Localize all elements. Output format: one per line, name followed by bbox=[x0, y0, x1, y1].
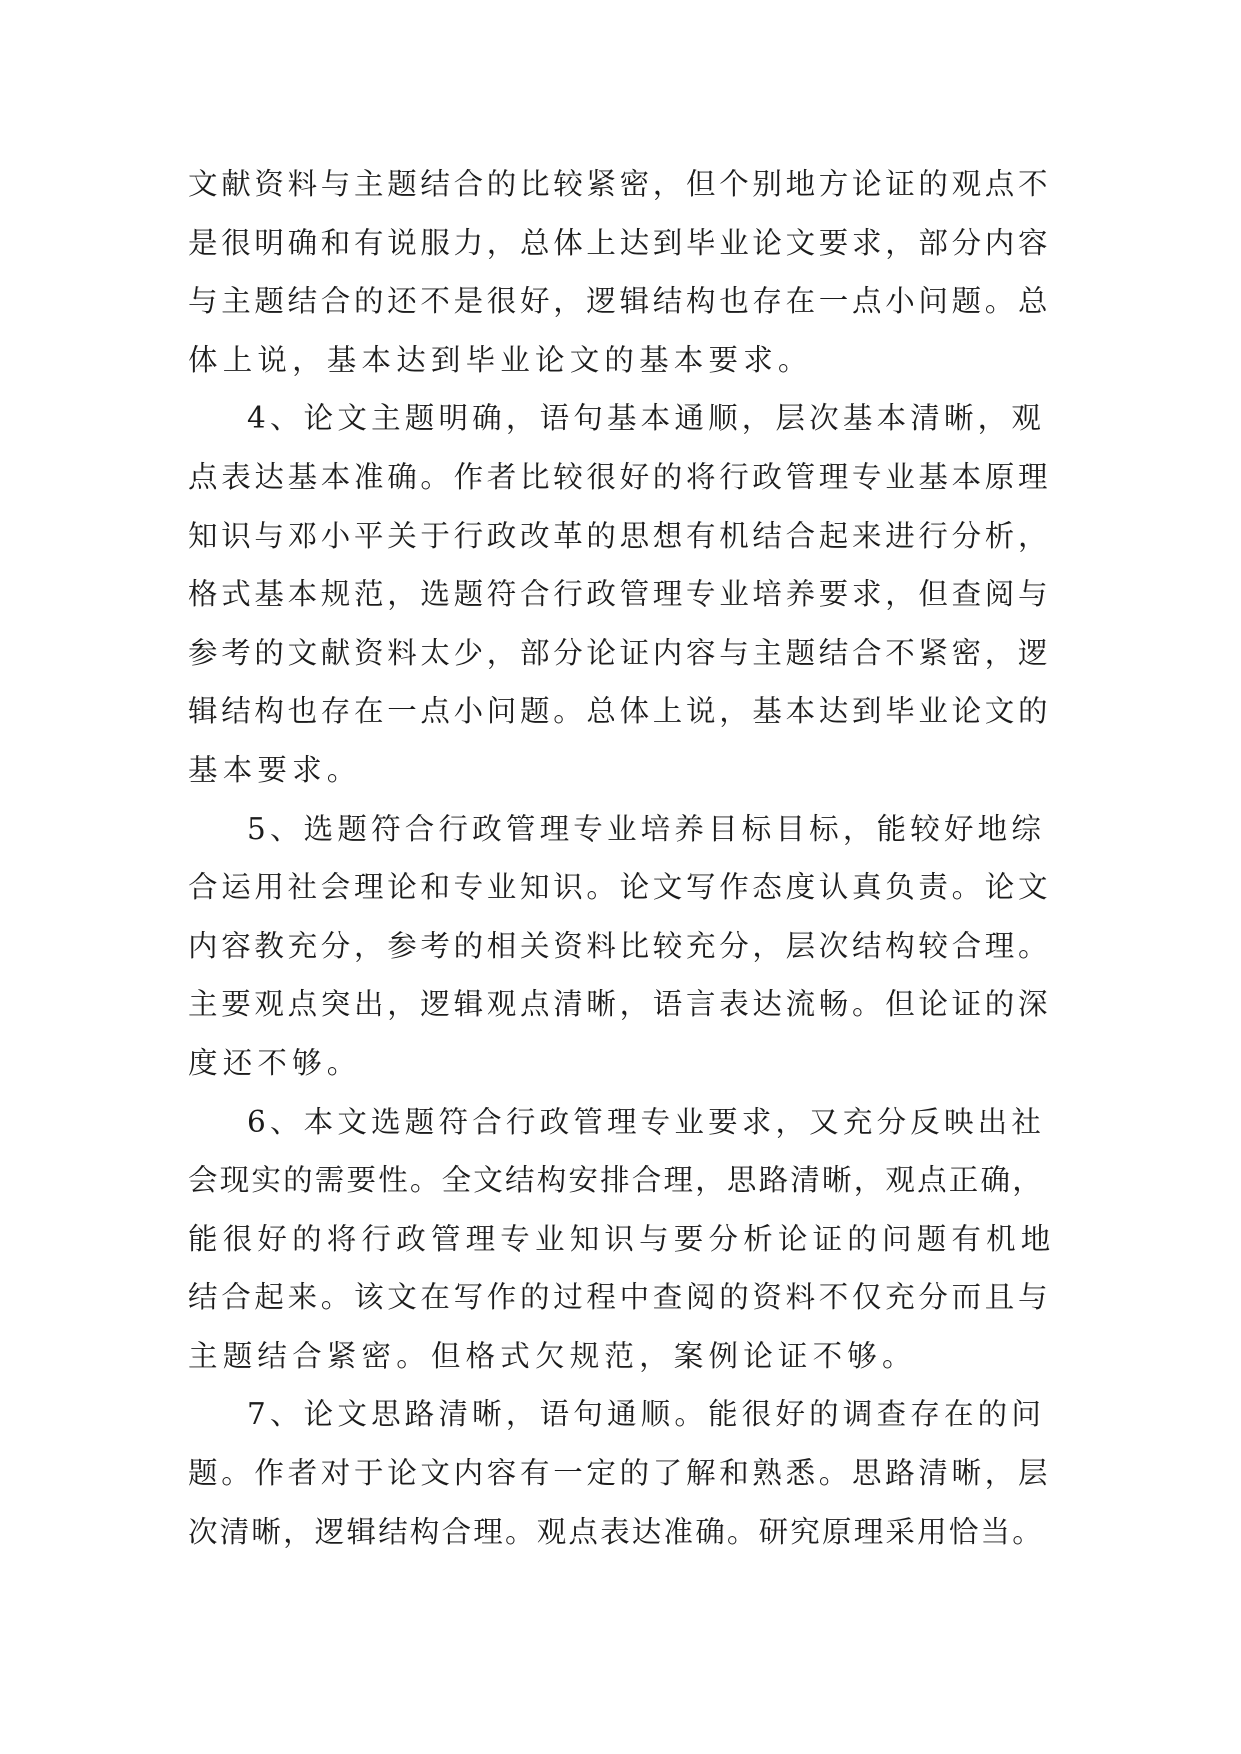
paragraph-first-line: 6、本文选题符合行政管理专业要求，又充分反映出社 bbox=[247, 1104, 1046, 1139]
text-line: 结合起来。该文在写作的过程中查阅的资料不仅充分而且与 bbox=[188, 1280, 1052, 1315]
text-line: 题。作者对于论文内容有一定的了解和熟悉。思路清晰，层 bbox=[188, 1456, 1052, 1491]
paragraph-first-line: 4、论文主题明确，语句基本通顺，层次基本清晰，观 bbox=[247, 401, 1046, 436]
document-body bbox=[188, 155, 1056, 1561]
text-line: 主要观点突出，逻辑观点清晰，语言表达流畅。但论证的深 bbox=[188, 987, 1052, 1022]
text-line: 次清晰，逻辑结构合理。观点表达准确。研究原理采用恰当。 bbox=[188, 1514, 1044, 1549]
text-line: 是很明确和有说服力，总体上达到毕业论文要求，部分内容 bbox=[188, 225, 1052, 260]
text-line: 能很好的将行政管理专业知识与要分析论证的问题有机地 bbox=[188, 1221, 1056, 1256]
text-line: 会现实的需要性。全文结构安排合理，思路清晰，观点正确， bbox=[188, 1163, 1044, 1198]
text-line: 体上说，基本达到毕业论文的基本要求。 bbox=[188, 342, 813, 377]
text-line: 内容教充分，参考的相关资料比较充分，层次结构较合理。 bbox=[188, 928, 1052, 963]
text-line: 辑结构也存在一点小问题。总体上说，基本达到毕业论文的 bbox=[188, 694, 1052, 729]
text-line: 主题结合紧密。但格式欠规范，案例论证不够。 bbox=[188, 1338, 917, 1373]
text-line: 合运用社会理论和专业知识。论文写作态度认真负责。论文 bbox=[188, 870, 1052, 905]
text-line: 与主题结合的还不是很好，逻辑结构也存在一点小问题。总 bbox=[188, 284, 1052, 319]
text-line: 基本要求。 bbox=[188, 752, 362, 787]
text-line: 度还不够。 bbox=[188, 1045, 362, 1080]
text-line: 文献资料与主题结合的比较紧密，但个别地方论证的观点不 bbox=[188, 167, 1052, 201]
text-line: 参考的文献资料太少，部分论证内容与主题结合不紧密，逻 bbox=[188, 635, 1052, 670]
text-line: 知识与邓小平关于行政改革的思想有机结合起来进行分析， bbox=[188, 518, 1052, 553]
paragraph-first-line: 7、论文思路清晰，语句通顺。能很好的调查存在的问 bbox=[247, 1397, 1046, 1432]
text-line: 点表达基本准确。作者比较很好的将行政管理专业基本原理 bbox=[188, 459, 1052, 494]
text-line: 格式基本规范，选题符合行政管理专业培养要求，但查阅与 bbox=[188, 577, 1052, 612]
paragraph-first-line: 5、选题符合行政管理专业培养目标目标，能较好地综 bbox=[247, 811, 1046, 846]
